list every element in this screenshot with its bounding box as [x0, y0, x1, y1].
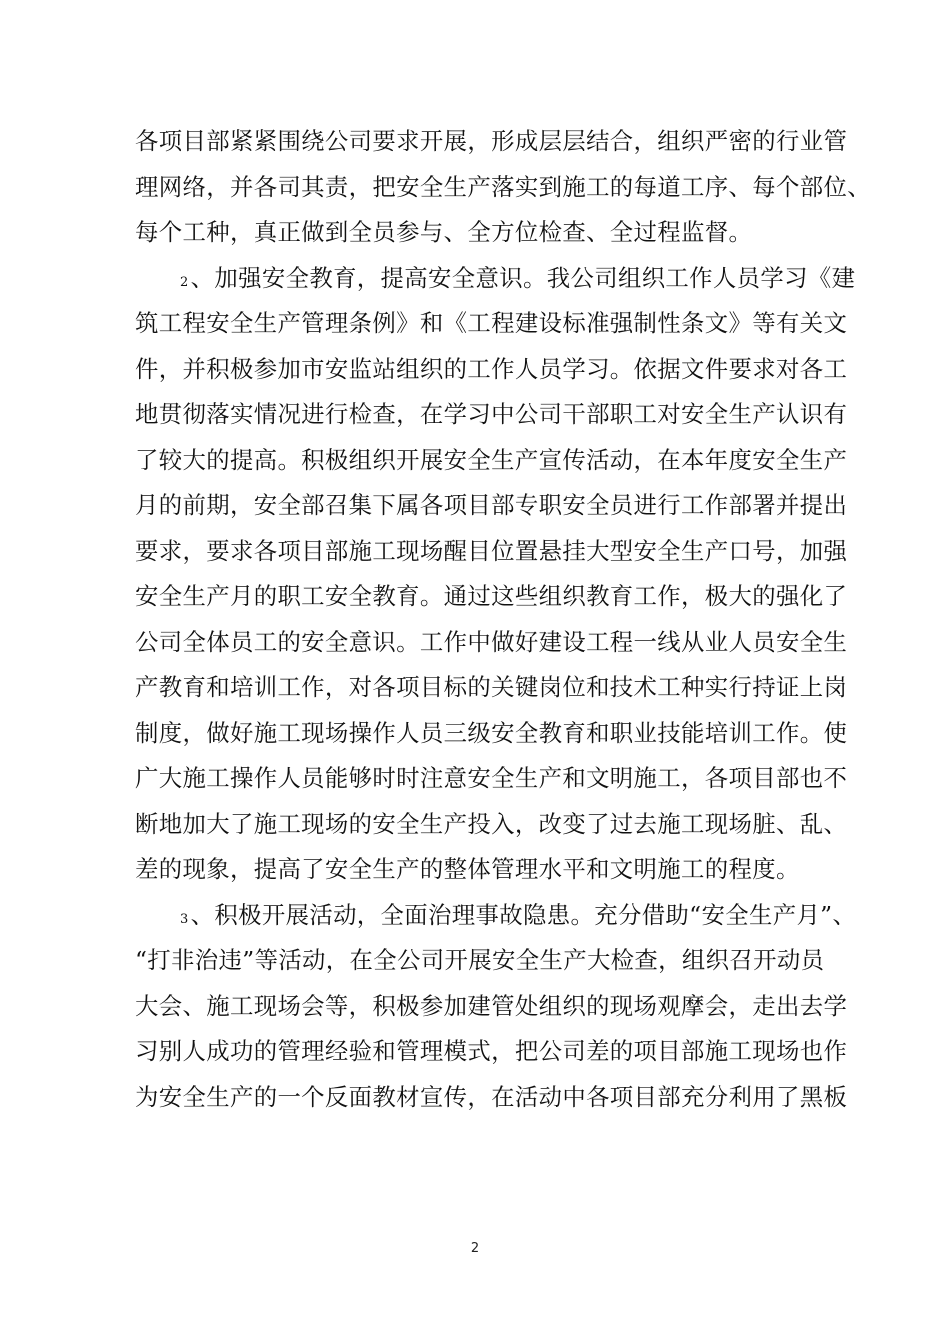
- text-line: “打非治违”等活动，在全公司开展安全生产大检查，组织召开动员: [135, 946, 825, 974]
- text-line: 理网络，并各司其责，把安全生产落实到施工的每道工序、每个部位、: [135, 172, 871, 201]
- text-line: 制度，做好施工现场操作人员三级安全教育和职业技能培训工作。使: [135, 718, 848, 747]
- text-line: 月的前期，安全部召集下属各项目部专职安全员进行工作部署并提出: [135, 491, 848, 519]
- text-line: 地贯彻落实情况进行检查，在学习中公司干部职工对安全生产认识有: [135, 400, 848, 428]
- text-line: 筑工程安全生产管理条例》和《工程建设标准强制性条文》等有关文: [135, 309, 848, 337]
- text-line: 件，并积极参加市安监站组织的工作人员学习。依据文件要求对各工: [135, 354, 848, 383]
- text-line: 差的现象，提高了安全生产的整体管理水平和文明施工的程度。: [135, 855, 800, 883]
- text-line: 广大施工操作人员能够时时注意安全生产和文明施工，各项目部也不: [135, 764, 848, 792]
- text-line: 安全生产月的职工安全教育。通过这些组织教育工作，极大的强化了: [135, 582, 848, 610]
- text-line: 每个工种，真正做到全员参与、全方位检查、全过程监督。: [135, 218, 753, 246]
- text-line: 公司全体员工的安全意识。工作中做好建设工程一线从业人员安全生: [135, 627, 848, 656]
- text-line: 、加强安全教育，提高安全意识。我公司组织工作人员学习《建: [190, 263, 856, 292]
- text-line: 习别人成功的管理经验和管理模式，把公司差的项目部施工现场也作: [135, 1037, 848, 1065]
- item-number-2: 2: [180, 274, 189, 290]
- text-line: 大会、施工现场会等，积极参加建管处组织的现场观摩会，走出去学: [135, 991, 848, 1020]
- text-line: 断地加大了施工现场的安全生产投入，改变了过去施工现场脏、乱、: [135, 809, 848, 838]
- page-number: 2: [470, 1241, 480, 1256]
- text-line: 为安全生产的一个反面教材宣传，在活动中各项目部充分利用了黑板: [135, 1082, 848, 1111]
- paragraph-3-first-line: [135, 893, 857, 939]
- paragraph-2-first-line: [135, 256, 856, 302]
- text-line: 各项目部紧紧围绕公司要求开展，形成层层结合，组织严密的行业管: [135, 127, 848, 155]
- text-line: 、积极开展活动，全面治理事故隐患。充分借助“安全生产月”、: [190, 900, 857, 929]
- body-text: [135, 119, 871, 1120]
- text-line: 要求，要求各项目部施工现场醒目位置悬挂大型安全生产口号，加强: [135, 536, 848, 565]
- text-line: 产教育和培训工作，对各项目标的关键岗位和技术工种实行持证上岗: [135, 673, 848, 701]
- text-line: 了较大的提高。积极组织开展安全生产宣传活动，在本年度安全生产: [135, 445, 848, 474]
- item-number-3: 3: [180, 911, 189, 927]
